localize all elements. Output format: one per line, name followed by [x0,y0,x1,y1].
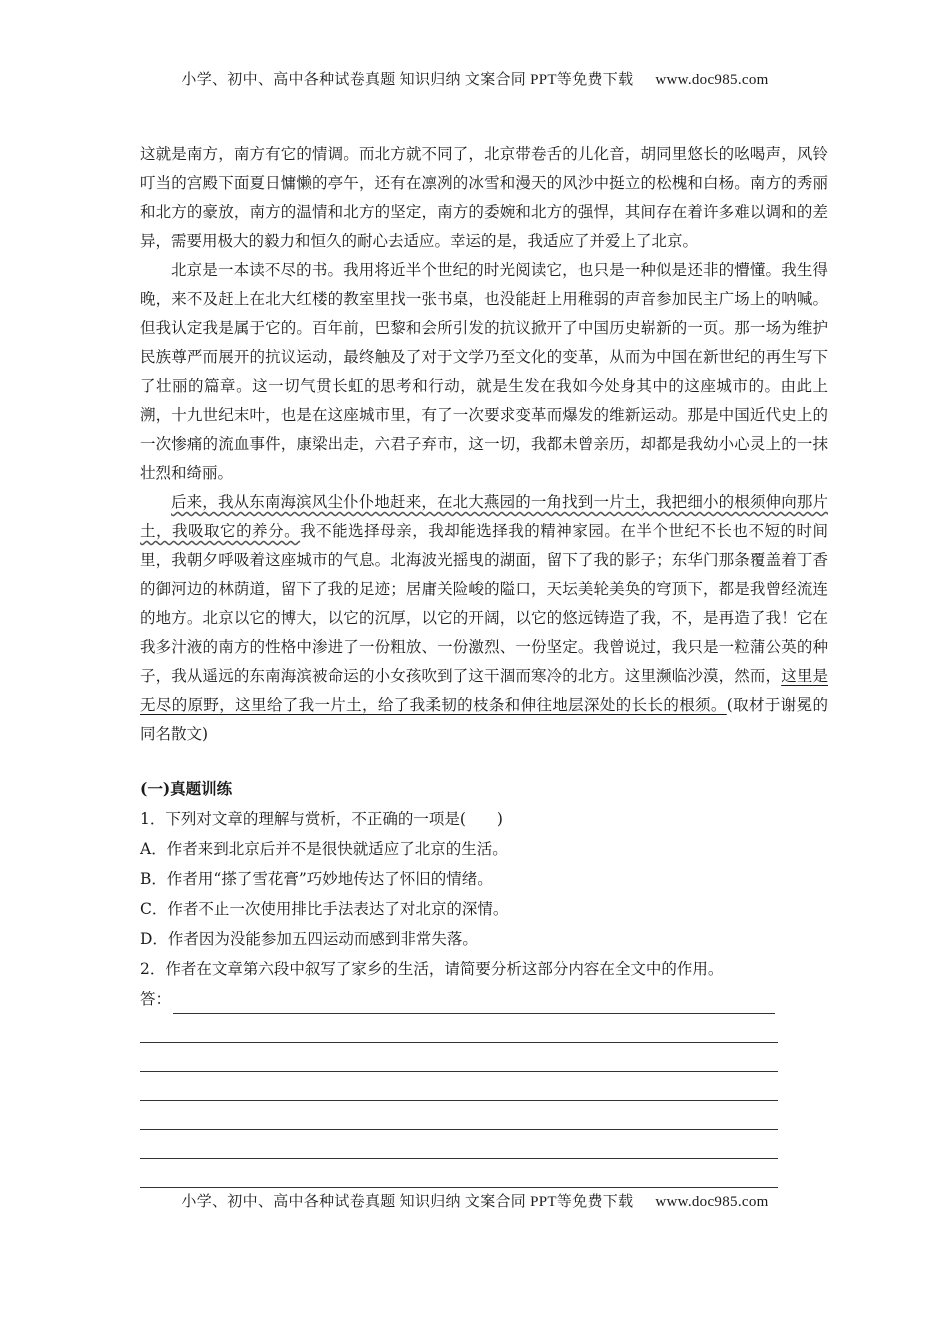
question-2: 2．作者在文章第六段中叙写了家乡的生活，请简要分析这部分内容在全文中的作用。 [140,960,724,978]
answer-line[interactable] [140,1159,778,1188]
header-text: 小学、初中、高中各种试卷真题 知识归纳 文案合同 PPT等免费下载 [181,72,634,88]
option-d[interactable]: D．作者因为没能参加五四运动而感到非常失落。 [140,930,478,948]
footer-site-link[interactable]: www.doc985.com [655,1194,769,1210]
article-body [140,140,828,749]
header-site-link[interactable]: www.doc985.com [655,72,769,88]
paragraph-1: 这就是南方，南方有它的情调。而北方就不同了，北京带卷舌的儿化音，胡同里悠长的吆喝声，风铃叮当的宫殿下面夏日慵懒的亭午，还有在凛冽的冰雪和漫天的风沙中挺立的松槐和白杨。南方的秀丽和北方的豪放，南方的温情和北方的坚定，南方的委婉和北方的强悍，其间存在着许多难以调和的差异，需要用极大的毅力和恒久的耐心去适应。幸运的是，我适应了并爱上了北京。 [140,145,828,250]
footer-text: 小学、初中、高中各种试卷真题 知识归纳 文案合同 PPT等免费下载 [181,1194,634,1210]
option-b[interactable]: B．作者用“搽了雪花膏”巧妙地传达了怀旧的情绪。 [140,870,493,888]
answer-line[interactable] [173,991,775,1014]
question-1: 1．下列对文章的理解与赏析，不正确的一项是( ) [140,810,503,828]
section-title: (一)真题训练 [140,779,233,798]
underlined-text: 这里是无尽的原野，这里给了我一片土，给了我柔韧的枝条和伸往地层深处的长长的根须。 [140,667,828,714]
answer-line[interactable] [140,1043,778,1072]
exercise-section [140,774,828,1188]
answer-label: 答： [140,990,172,1008]
source-note: (取材于谢冕的同名散文) [140,696,828,743]
page-header [0,68,950,89]
page-footer [0,1190,950,1211]
answer-line[interactable] [140,1101,778,1130]
answer-line[interactable] [140,1130,778,1159]
paragraph-3 [140,488,828,749]
answer-row [140,984,828,1014]
answer-line[interactable] [140,1072,778,1101]
wavy-underlined-text: 后来，我从东南海滨风尘仆仆地赶来，在北大燕园的一角找到一片土，我把细小的根须伸向那片土，我吸取它的养分。 [140,493,828,540]
option-c[interactable]: C．作者不止一次使用排比手法表达了对北京的深情。 [140,900,509,918]
paragraph-3-text: 我不能选择母亲，我却能选择我的精神家园。在半个世纪不长也不短的时间里，我朝夕呼吸着这座城市的气息。北海波光摇曳的湖面，留下了我的影子；东华门那条覆盖着丁香的御河边的林荫道，留下了我的足迹；居庸关险峻的隘口，天坛美轮美奂的穹顶下，都是我曾经流连的地方。北京以它的博大，以它的沉厚，以它的开阔，以它的悠远铸造了我，不，是再造了我！它在我多汁液的南方的性格中渗进了一份粗放、一份激烈、一份坚定。我曾说过，我只是一粒蒲公英的种子，我从遥远的东南海滨被命运的小女孩吹到了这干涸而寒冷的北方。这里濒临沙漠，然而， [140,522,828,685]
answer-line[interactable] [140,1014,778,1043]
paragraph-2: 北京是一本读不尽的书。我用将近半个世纪的时光阅读它，也只是一种似是还非的懵懂。我生得晚，来不及赶上在北大红楼的教室里找一张书桌，也没能赶上用稚弱的声音参加民主广场上的呐喊。但我认定我是属于它的。百年前，巴黎和会所引发的抗议掀开了中国历史崭新的一页。那一场为维护民族尊严而展开的抗议运动，最终触及了对于文学乃至文化的变革，从而为中国在新世纪的再生写下了壮丽的篇章。这一切气贯长虹的思考和行动，就是生发在我如今处身其中的这座城市的。由此上溯，十九世纪末叶，也是在这座城市里，有了一次要求变革而爆发的维新运动。那是中国近代史上的一次惨痛的流血事件，康梁出走，六君子弃市，这一切，我都未曾亲历，却都是我幼小心灵上的一抹壮烈和绮丽。 [140,261,828,482]
option-a[interactable]: A．作者来到北京后并不是很快就适应了北京的生活。 [140,840,508,858]
